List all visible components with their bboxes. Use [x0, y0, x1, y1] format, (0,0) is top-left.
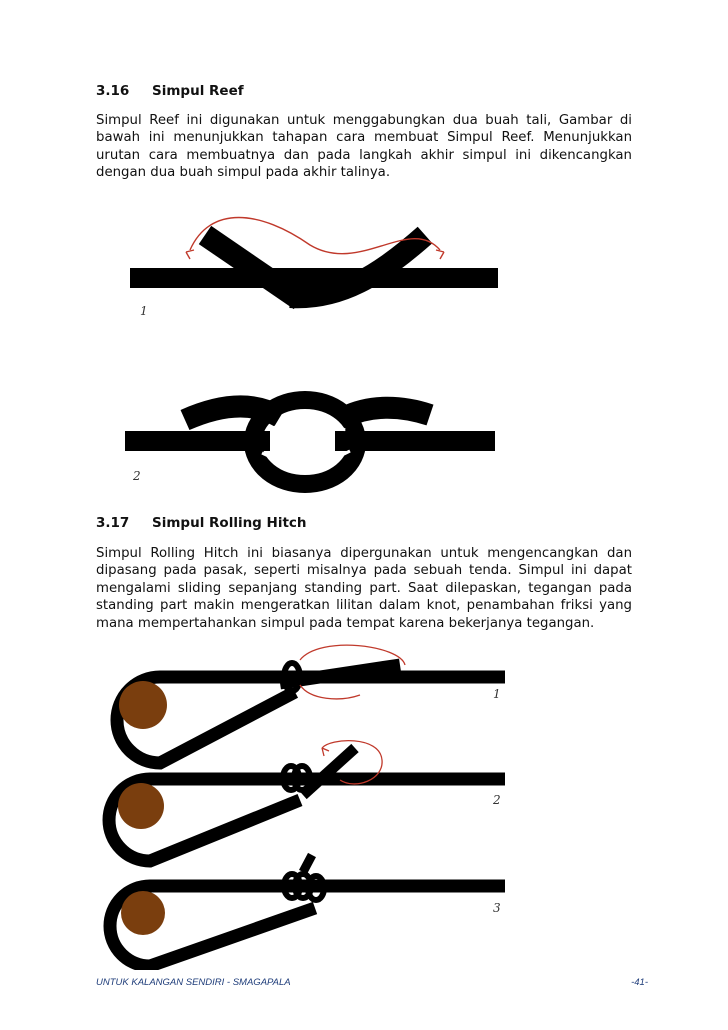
- section-body-reef: Simpul Reef ini digunakan untuk menggabungkan dua buah tali, Gambar di bawah ini menunjukkan tahapan cara membuat Simpul Reef. Menunjukkan urutan cara membuatnya dan pada langkah akhir simpul ini dikencangkan dengan dua buah simpul pada akhir talinya.: [96, 113, 632, 181]
- section-body-rolling: Simpul Rolling Hitch ini biasanya dipergunakan untuk mengencangkan dan dipasang pada pasak, seperti misalnya pada sebuah tenda. Simpul ini dapat mengalami sliding sepanjang standing part. Saat dilepaskan, tegangan pada standing part makin mengeratkan lilitan dalam knot, penambahan friksi yang mana mempertahankan simpul pada tempat karena bekerjanya tegangan.: [96, 546, 632, 631]
- section-title: Simpul Reef: [152, 83, 244, 99]
- rope-standing-part: [130, 268, 498, 288]
- section-heading-rolling: [96, 515, 307, 531]
- rolling-step-1-diagram: [117, 645, 505, 763]
- step-label-2: 2: [133, 469, 141, 483]
- arrow-head-icon: [186, 250, 194, 259]
- step-label-2: 2: [493, 793, 501, 807]
- reef-knot-figure: [0, 205, 728, 505]
- section-number: 3.16: [96, 83, 130, 99]
- arrow-head-icon: [322, 748, 329, 756]
- rolling-hitch-figure: [0, 640, 728, 970]
- peg: [121, 891, 165, 935]
- rope-highlight: [262, 451, 350, 463]
- step-label-1: 1: [493, 687, 501, 701]
- arrow-head-icon: [436, 250, 444, 259]
- rope-loop-upper-right: [345, 408, 430, 417]
- rope-crossing-left: [205, 235, 300, 300]
- step-label-1: 1: [140, 304, 148, 318]
- rolling-step-3-diagram: [110, 855, 505, 966]
- direction-arrow: [300, 685, 360, 699]
- peg: [118, 783, 164, 829]
- section-number: 3.17: [96, 515, 130, 531]
- reef-step-1-diagram: [130, 218, 498, 319]
- section-title: Simpul Rolling Hitch: [152, 515, 307, 531]
- page-number: -41-: [631, 977, 648, 988]
- peg: [119, 681, 167, 729]
- rope-loop: [117, 677, 505, 763]
- step-label-3: 3: [493, 901, 501, 915]
- reef-step-2-diagram: [125, 400, 495, 484]
- rope-highlight: [270, 419, 345, 430]
- footer-left: UNTUK KALANGAN SENDIRI - SMAGAPALA: [96, 977, 291, 988]
- rope-working-end: [303, 855, 312, 872]
- section-heading-reef: [96, 83, 244, 99]
